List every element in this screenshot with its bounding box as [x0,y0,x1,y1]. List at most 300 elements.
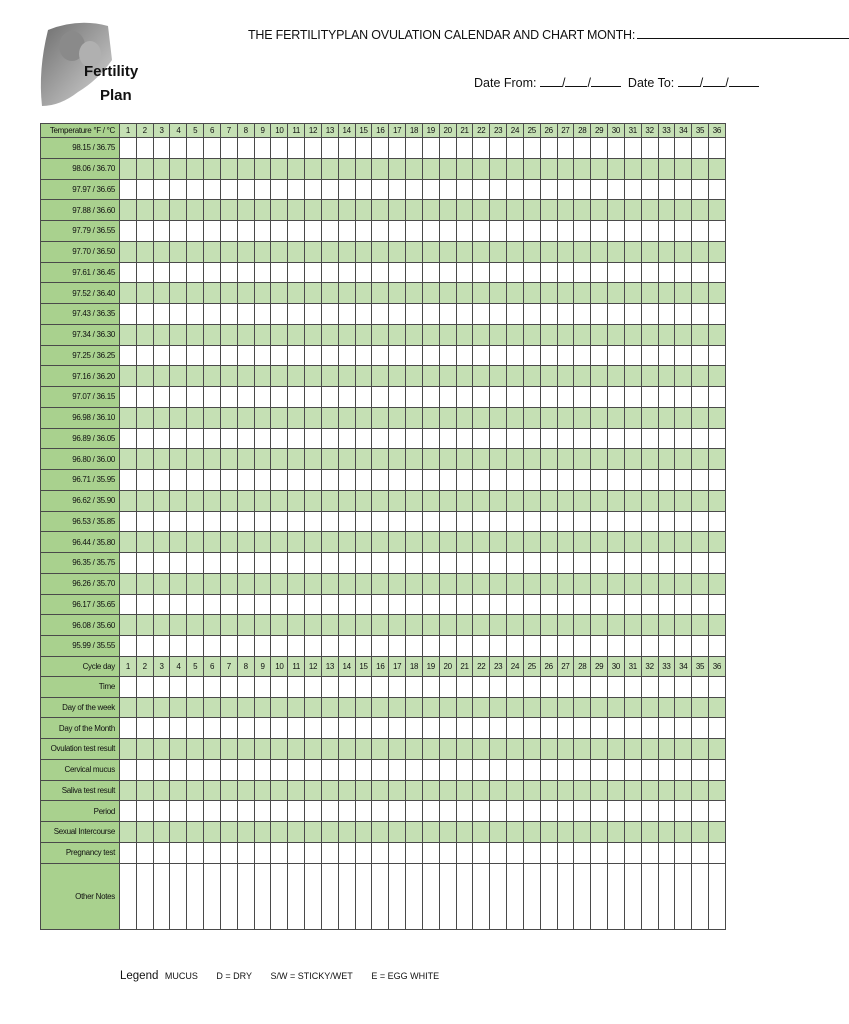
entry-cell[interactable] [658,801,675,822]
entry-cell[interactable] [523,158,540,179]
entry-cell[interactable] [338,262,355,283]
entry-cell[interactable] [321,283,338,304]
entry-cell[interactable] [355,407,372,428]
entry-cell[interactable] [338,387,355,408]
entry-cell[interactable] [540,780,557,801]
entry-cell[interactable] [591,573,608,594]
entry-cell[interactable] [608,553,625,574]
entry-cell[interactable] [608,490,625,511]
entry-cell[interactable] [389,387,406,408]
entry-cell[interactable] [220,532,237,553]
entry-cell[interactable] [338,158,355,179]
entry-cell[interactable] [389,241,406,262]
entry-cell[interactable] [473,470,490,491]
entry-cell[interactable] [708,241,725,262]
entry-cell[interactable] [305,366,322,387]
entry-cell[interactable] [120,676,137,697]
date-to-month-blank[interactable] [678,76,700,87]
entry-cell[interactable] [523,138,540,159]
entry-cell[interactable] [355,511,372,532]
entry-cell[interactable] [591,200,608,221]
entry-cell[interactable] [692,283,709,304]
entry-cell[interactable] [204,863,221,929]
entry-cell[interactable] [523,615,540,636]
entry-cell[interactable] [355,304,372,325]
entry-cell[interactable] [574,241,591,262]
entry-cell[interactable] [540,636,557,657]
entry-cell[interactable] [658,449,675,470]
entry-cell[interactable] [473,573,490,594]
entry-cell[interactable] [288,759,305,780]
entry-cell[interactable] [456,428,473,449]
entry-cell[interactable] [473,138,490,159]
entry-cell[interactable] [507,615,524,636]
entry-cell[interactable] [422,615,439,636]
entry-cell[interactable] [692,449,709,470]
entry-cell[interactable] [675,241,692,262]
entry-cell[interactable] [321,407,338,428]
entry-cell[interactable] [523,324,540,345]
entry-cell[interactable] [675,407,692,428]
entry-cell[interactable] [237,718,254,739]
entry-cell[interactable] [389,490,406,511]
entry-cell[interactable] [675,759,692,780]
entry-cell[interactable] [153,470,170,491]
entry-cell[interactable] [153,345,170,366]
entry-cell[interactable] [372,490,389,511]
date-from-month-blank[interactable] [540,76,562,87]
entry-cell[interactable] [237,221,254,242]
entry-cell[interactable] [641,449,658,470]
entry-cell[interactable] [557,863,574,929]
entry-cell[interactable] [624,573,641,594]
entry-cell[interactable] [220,470,237,491]
entry-cell[interactable] [372,676,389,697]
entry-cell[interactable] [237,428,254,449]
entry-cell[interactable] [170,470,187,491]
entry-cell[interactable] [658,366,675,387]
entry-cell[interactable] [641,241,658,262]
entry-cell[interactable] [692,573,709,594]
entry-cell[interactable] [237,366,254,387]
entry-cell[interactable] [708,739,725,760]
entry-cell[interactable] [523,283,540,304]
entry-cell[interactable] [153,366,170,387]
entry-cell[interactable] [120,801,137,822]
entry-cell[interactable] [692,138,709,159]
entry-cell[interactable] [120,490,137,511]
entry-cell[interactable] [237,822,254,843]
entry-cell[interactable] [187,553,204,574]
entry-cell[interactable] [675,801,692,822]
entry-cell[interactable] [540,759,557,780]
entry-cell[interactable] [675,842,692,863]
entry-cell[interactable] [490,780,507,801]
entry-cell[interactable] [473,801,490,822]
entry-cell[interactable] [321,532,338,553]
entry-cell[interactable] [355,200,372,221]
entry-cell[interactable] [321,801,338,822]
entry-cell[interactable] [708,304,725,325]
entry-cell[interactable] [220,158,237,179]
entry-cell[interactable] [204,158,221,179]
entry-cell[interactable] [136,387,153,408]
entry-cell[interactable] [170,842,187,863]
entry-cell[interactable] [591,221,608,242]
entry-cell[interactable] [204,366,221,387]
entry-cell[interactable] [608,842,625,863]
entry-cell[interactable] [675,345,692,366]
entry-cell[interactable] [170,304,187,325]
entry-cell[interactable] [473,718,490,739]
entry-cell[interactable] [439,241,456,262]
entry-cell[interactable] [507,511,524,532]
entry-cell[interactable] [288,470,305,491]
entry-cell[interactable] [523,594,540,615]
entry-cell[interactable] [321,780,338,801]
entry-cell[interactable] [170,158,187,179]
entry-cell[interactable] [591,158,608,179]
entry-cell[interactable] [136,470,153,491]
entry-cell[interactable] [641,822,658,843]
entry-cell[interactable] [473,615,490,636]
entry-cell[interactable] [305,801,322,822]
entry-cell[interactable] [422,801,439,822]
entry-cell[interactable] [439,449,456,470]
entry-cell[interactable] [389,428,406,449]
entry-cell[interactable] [204,573,221,594]
entry-cell[interactable] [624,428,641,449]
entry-cell[interactable] [187,241,204,262]
entry-cell[interactable] [439,636,456,657]
entry-cell[interactable] [136,241,153,262]
entry-cell[interactable] [389,553,406,574]
entry-cell[interactable] [708,780,725,801]
entry-cell[interactable] [624,863,641,929]
entry-cell[interactable] [540,324,557,345]
entry-cell[interactable] [490,179,507,200]
entry-cell[interactable] [321,573,338,594]
entry-cell[interactable] [288,241,305,262]
entry-cell[interactable] [523,366,540,387]
entry-cell[interactable] [439,304,456,325]
entry-cell[interactable] [372,615,389,636]
entry-cell[interactable] [288,304,305,325]
entry-cell[interactable] [271,407,288,428]
entry-cell[interactable] [591,449,608,470]
entry-cell[interactable] [641,676,658,697]
entry-cell[interactable] [490,615,507,636]
entry-cell[interactable] [321,324,338,345]
entry-cell[interactable] [305,179,322,200]
entry-cell[interactable] [708,573,725,594]
entry-cell[interactable] [574,759,591,780]
entry-cell[interactable] [321,262,338,283]
entry-cell[interactable] [456,387,473,408]
entry-cell[interactable] [641,387,658,408]
entry-cell[interactable] [187,407,204,428]
entry-cell[interactable] [187,718,204,739]
entry-cell[interactable] [692,221,709,242]
entry-cell[interactable] [523,387,540,408]
entry-cell[interactable] [271,387,288,408]
entry-cell[interactable] [271,470,288,491]
entry-cell[interactable] [557,511,574,532]
entry-cell[interactable] [170,179,187,200]
entry-cell[interactable] [692,241,709,262]
entry-cell[interactable] [120,387,137,408]
entry-cell[interactable] [254,759,271,780]
entry-cell[interactable] [557,262,574,283]
entry-cell[interactable] [305,470,322,491]
entry-cell[interactable] [389,345,406,366]
entry-cell[interactable] [456,366,473,387]
entry-cell[interactable] [237,138,254,159]
entry-cell[interactable] [692,697,709,718]
entry-cell[interactable] [523,780,540,801]
entry-cell[interactable] [288,324,305,345]
entry-cell[interactable] [523,636,540,657]
entry-cell[interactable] [254,801,271,822]
entry-cell[interactable] [675,262,692,283]
entry-cell[interactable] [136,822,153,843]
entry-cell[interactable] [591,594,608,615]
entry-cell[interactable] [220,241,237,262]
entry-cell[interactable] [456,759,473,780]
entry-cell[interactable] [608,801,625,822]
entry-cell[interactable] [591,283,608,304]
entry-cell[interactable] [187,863,204,929]
entry-cell[interactable] [254,718,271,739]
entry-cell[interactable] [406,241,423,262]
entry-cell[interactable] [473,366,490,387]
entry-cell[interactable] [153,262,170,283]
entry-cell[interactable] [136,863,153,929]
entry-cell[interactable] [490,324,507,345]
entry-cell[interactable] [220,387,237,408]
entry-cell[interactable] [389,221,406,242]
entry-cell[interactable] [237,842,254,863]
entry-cell[interactable] [321,718,338,739]
entry-cell[interactable] [557,366,574,387]
entry-cell[interactable] [355,553,372,574]
entry-cell[interactable] [254,863,271,929]
entry-cell[interactable] [220,511,237,532]
entry-cell[interactable] [170,283,187,304]
entry-cell[interactable] [422,283,439,304]
entry-cell[interactable] [338,449,355,470]
entry-cell[interactable] [624,676,641,697]
entry-cell[interactable] [557,718,574,739]
entry-cell[interactable] [204,636,221,657]
entry-cell[interactable] [254,200,271,221]
entry-cell[interactable] [389,780,406,801]
entry-cell[interactable] [153,490,170,511]
entry-cell[interactable] [372,407,389,428]
entry-cell[interactable] [338,615,355,636]
entry-cell[interactable] [591,636,608,657]
entry-cell[interactable] [406,179,423,200]
entry-cell[interactable] [187,158,204,179]
entry-cell[interactable] [675,387,692,408]
entry-cell[interactable] [220,718,237,739]
entry-cell[interactable] [439,221,456,242]
entry-cell[interactable] [254,345,271,366]
entry-cell[interactable] [355,490,372,511]
entry-cell[interactable] [305,262,322,283]
entry-cell[interactable] [136,532,153,553]
entry-cell[interactable] [490,387,507,408]
entry-cell[interactable] [204,780,221,801]
entry-cell[interactable] [708,283,725,304]
entry-cell[interactable] [658,158,675,179]
entry-cell[interactable] [136,366,153,387]
entry-cell[interactable] [708,179,725,200]
entry-cell[interactable] [271,221,288,242]
entry-cell[interactable] [708,138,725,159]
entry-cell[interactable] [708,407,725,428]
entry-cell[interactable] [557,304,574,325]
entry-cell[interactable] [355,718,372,739]
entry-cell[interactable] [658,573,675,594]
entry-cell[interactable] [355,179,372,200]
entry-cell[interactable] [187,759,204,780]
entry-cell[interactable] [220,636,237,657]
entry-cell[interactable] [675,532,692,553]
entry-cell[interactable] [557,780,574,801]
date-to-year-blank[interactable] [729,76,759,87]
entry-cell[interactable] [288,449,305,470]
entry-cell[interactable] [288,532,305,553]
entry-cell[interactable] [372,822,389,843]
entry-cell[interactable] [439,470,456,491]
entry-cell[interactable] [153,387,170,408]
entry-cell[interactable] [338,511,355,532]
entry-cell[interactable] [624,407,641,428]
entry-cell[interactable] [540,428,557,449]
entry-cell[interactable] [321,739,338,760]
entry-cell[interactable] [220,842,237,863]
entry-cell[interactable] [220,200,237,221]
entry-cell[interactable] [254,428,271,449]
entry-cell[interactable] [271,594,288,615]
entry-cell[interactable] [355,345,372,366]
entry-cell[interactable] [675,324,692,345]
entry-cell[interactable] [523,822,540,843]
entry-cell[interactable] [170,801,187,822]
entry-cell[interactable] [507,573,524,594]
entry-cell[interactable] [254,158,271,179]
entry-cell[interactable] [321,822,338,843]
entry-cell[interactable] [422,759,439,780]
entry-cell[interactable] [406,407,423,428]
entry-cell[interactable] [608,449,625,470]
entry-cell[interactable] [220,283,237,304]
entry-cell[interactable] [321,449,338,470]
entry-cell[interactable] [658,221,675,242]
entry-cell[interactable] [237,801,254,822]
entry-cell[interactable] [490,676,507,697]
entry-cell[interactable] [406,780,423,801]
entry-cell[interactable] [220,573,237,594]
entry-cell[interactable] [372,718,389,739]
entry-cell[interactable] [473,822,490,843]
entry-cell[interactable] [557,697,574,718]
entry-cell[interactable] [540,304,557,325]
entry-cell[interactable] [237,573,254,594]
entry-cell[interactable] [507,739,524,760]
entry-cell[interactable] [321,636,338,657]
entry-cell[interactable] [473,449,490,470]
entry-cell[interactable] [608,345,625,366]
entry-cell[interactable] [153,283,170,304]
entry-cell[interactable] [406,842,423,863]
entry-cell[interactable] [658,324,675,345]
entry-cell[interactable] [422,262,439,283]
entry-cell[interactable] [254,407,271,428]
entry-cell[interactable] [237,553,254,574]
entry-cell[interactable] [557,138,574,159]
entry-cell[interactable] [271,428,288,449]
entry-cell[interactable] [321,200,338,221]
entry-cell[interactable] [422,573,439,594]
entry-cell[interactable] [523,490,540,511]
entry-cell[interactable] [557,594,574,615]
entry-cell[interactable] [692,179,709,200]
entry-cell[interactable] [591,241,608,262]
entry-cell[interactable] [675,594,692,615]
entry-cell[interactable] [523,573,540,594]
entry-cell[interactable] [675,573,692,594]
entry-cell[interactable] [708,221,725,242]
entry-cell[interactable] [389,262,406,283]
entry-cell[interactable] [574,221,591,242]
entry-cell[interactable] [641,179,658,200]
entry-cell[interactable] [456,780,473,801]
entry-cell[interactable] [305,283,322,304]
entry-cell[interactable] [422,387,439,408]
entry-cell[interactable] [136,200,153,221]
entry-cell[interactable] [338,739,355,760]
entry-cell[interactable] [708,863,725,929]
entry-cell[interactable] [406,366,423,387]
entry-cell[interactable] [355,366,372,387]
entry-cell[interactable] [271,615,288,636]
entry-cell[interactable] [120,739,137,760]
entry-cell[interactable] [120,863,137,929]
entry-cell[interactable] [557,449,574,470]
entry-cell[interactable] [540,283,557,304]
entry-cell[interactable] [136,138,153,159]
entry-cell[interactable] [338,200,355,221]
entry-cell[interactable] [456,179,473,200]
entry-cell[interactable] [136,158,153,179]
entry-cell[interactable] [204,511,221,532]
entry-cell[interactable] [120,822,137,843]
entry-cell[interactable] [490,697,507,718]
entry-cell[interactable] [170,863,187,929]
entry-cell[interactable] [288,407,305,428]
entry-cell[interactable] [473,636,490,657]
entry-cell[interactable] [136,718,153,739]
entry-cell[interactable] [254,262,271,283]
entry-cell[interactable] [204,553,221,574]
entry-cell[interactable] [641,615,658,636]
entry-cell[interactable] [439,511,456,532]
entry-cell[interactable] [305,387,322,408]
entry-cell[interactable] [641,863,658,929]
entry-cell[interactable] [641,283,658,304]
